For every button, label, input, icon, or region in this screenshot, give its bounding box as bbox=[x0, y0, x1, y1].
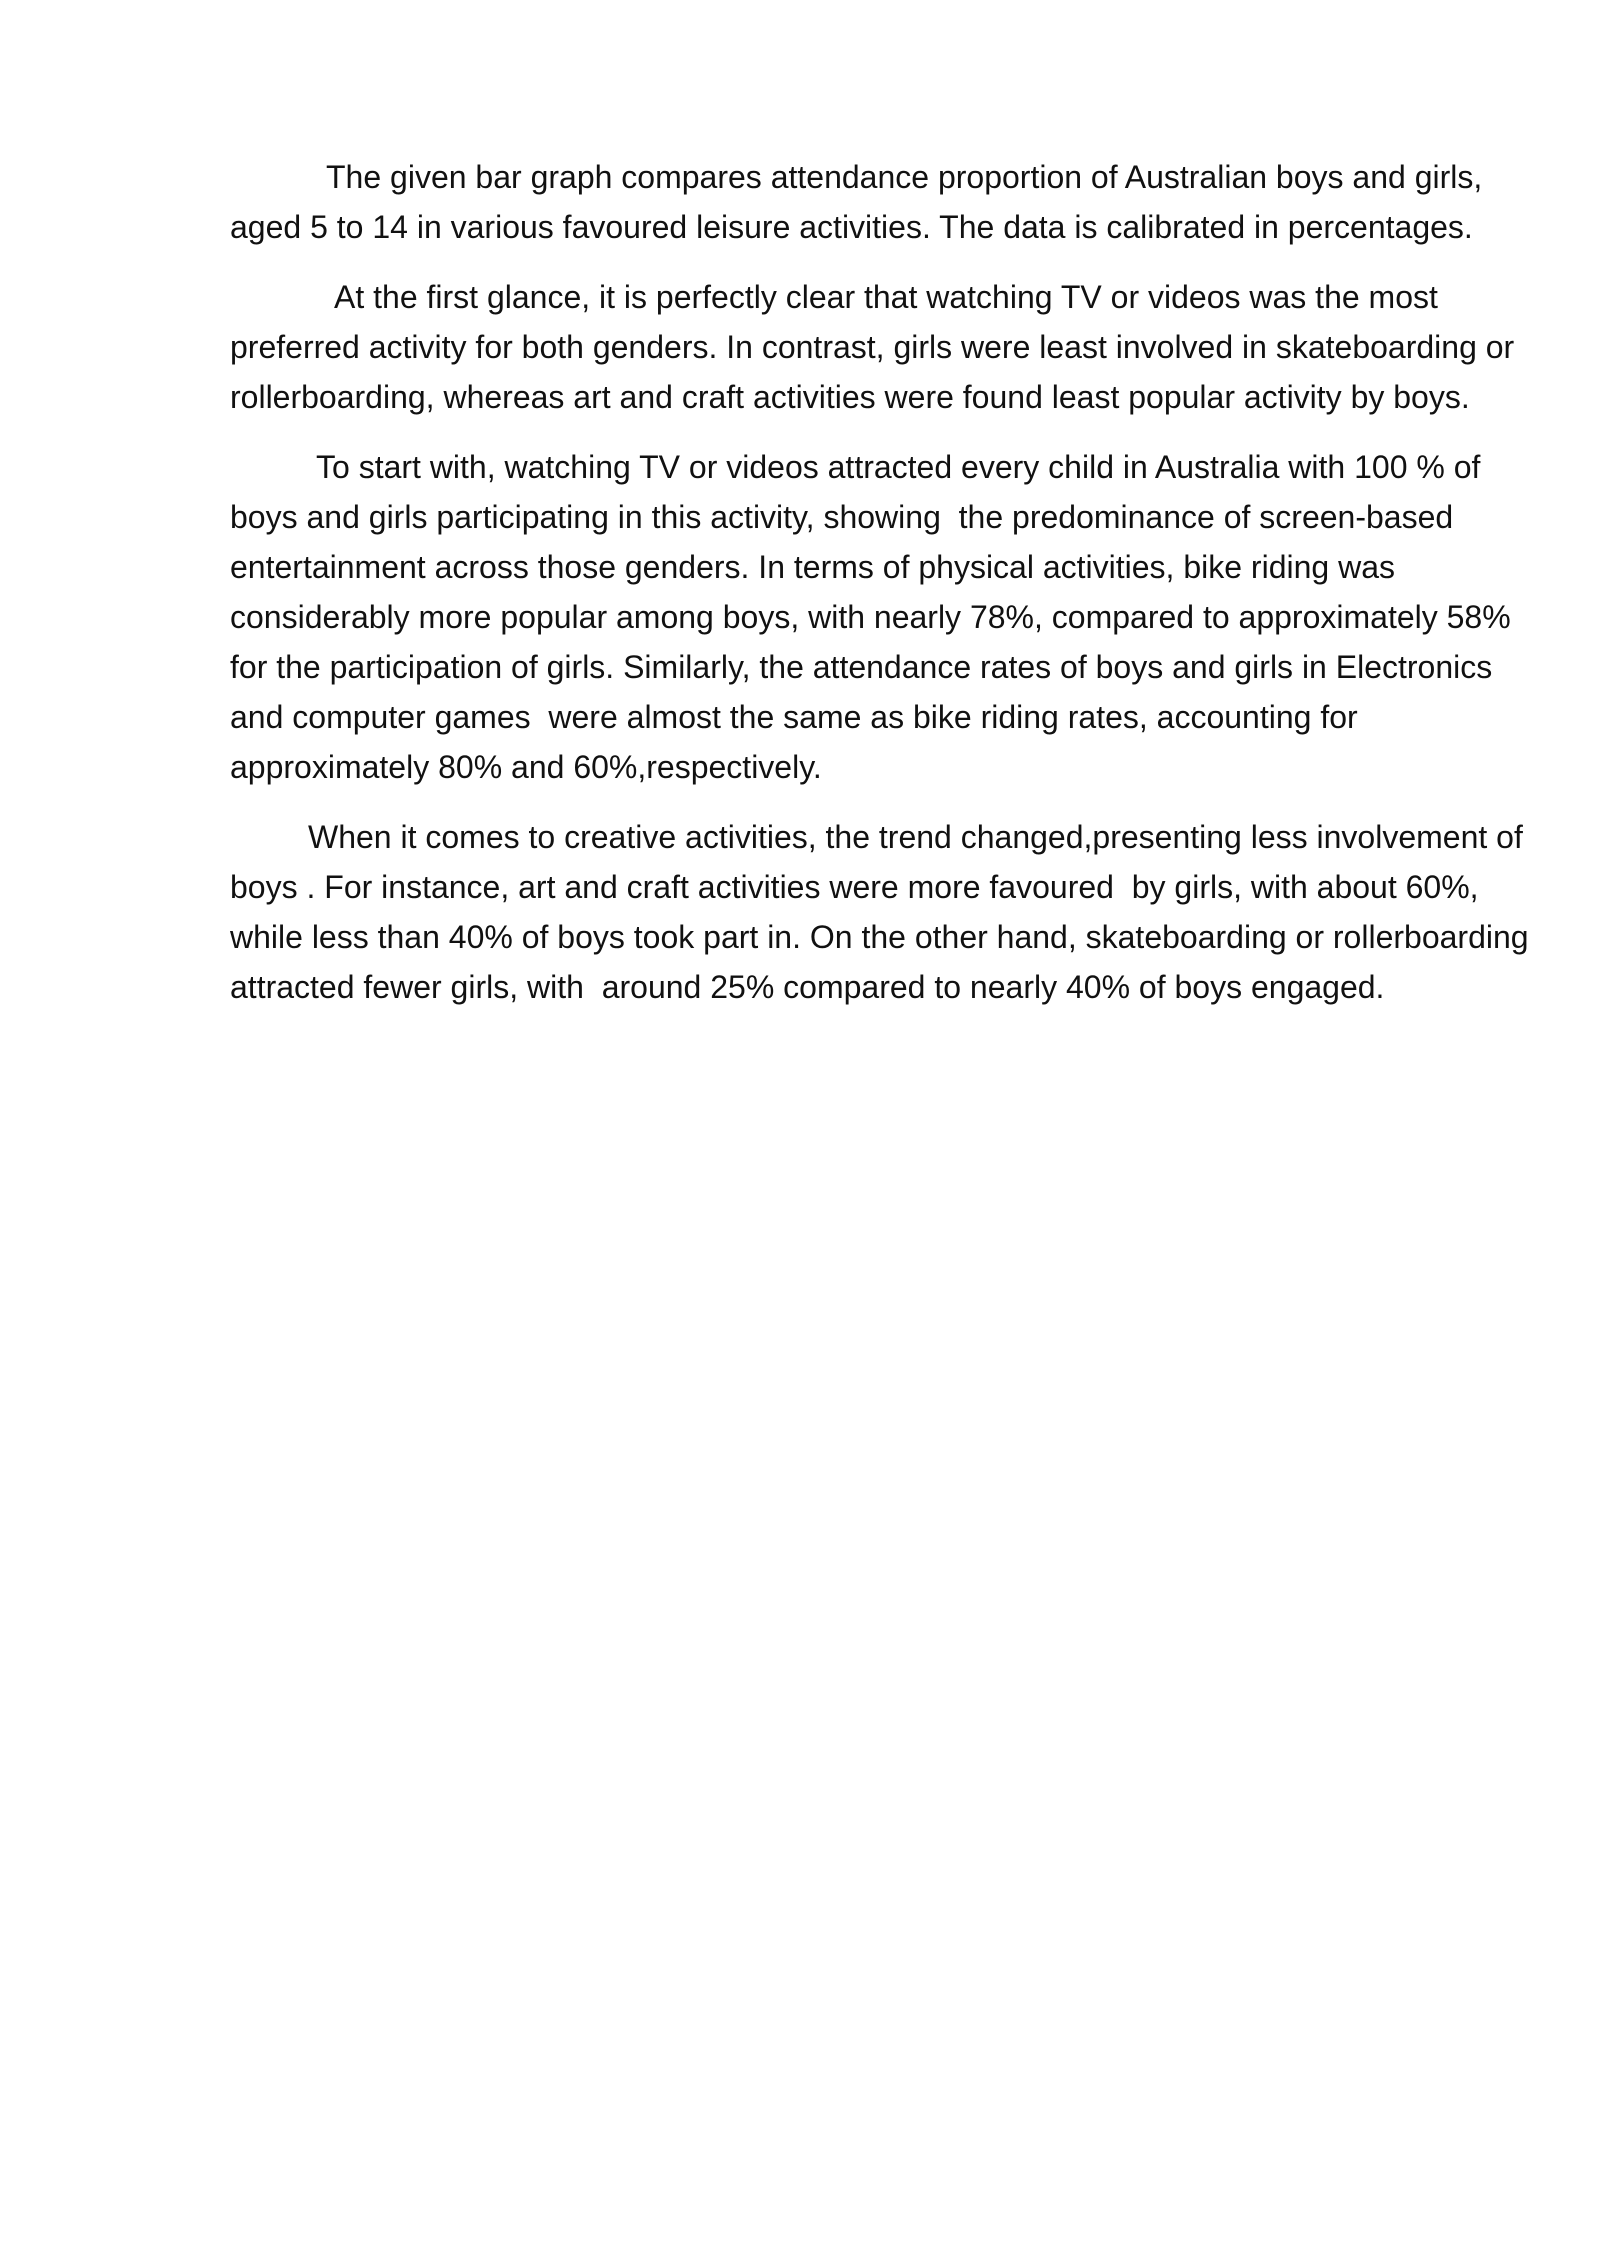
paragraph-introduction: The given bar graph compares attendance proportion of Australian boys and girls, aged 5 to 14 in various favoured leisure activities. The data is calibrated in percentages. bbox=[230, 159, 1492, 245]
paragraph-overview: At the first glance, it is perfectly clear that watching TV or videos was the most preferred activity for both genders. In contrast, girls were least involved in skateboarding or rollerboarding, whereas art and craft activities were found least popular activity by boys. bbox=[230, 279, 1524, 415]
paragraph-body-one: To start with, watching TV or videos attracted every child in Australia with 100 % of boys and girls participating in this activity, showing the predominance of screen-based entertainment across those genders. In terms of physical activities, bike riding was considerably more popular among boys, with nearly 78%, compared to approximately 58% for the participation of girls. Similarly, the attendance rates of boys and girls in Electronics and computer games were almost the same as bike riding rates, accounting for approximately 80% and 60%,respectively. bbox=[230, 449, 1520, 785]
paragraph-body-two: When it comes to creative activities, the trend changed,presenting less involvement of boys . For instance, art and craft activities were more favoured by girls, with about 60%, while less than 40% of boys took part in. On the other hand, skateboarding or rollerboarding attracted fewer girls, with around 25% compared to nearly 40% of boys engaged. bbox=[230, 819, 1547, 1005]
document-body bbox=[230, 152, 1547, 1032]
